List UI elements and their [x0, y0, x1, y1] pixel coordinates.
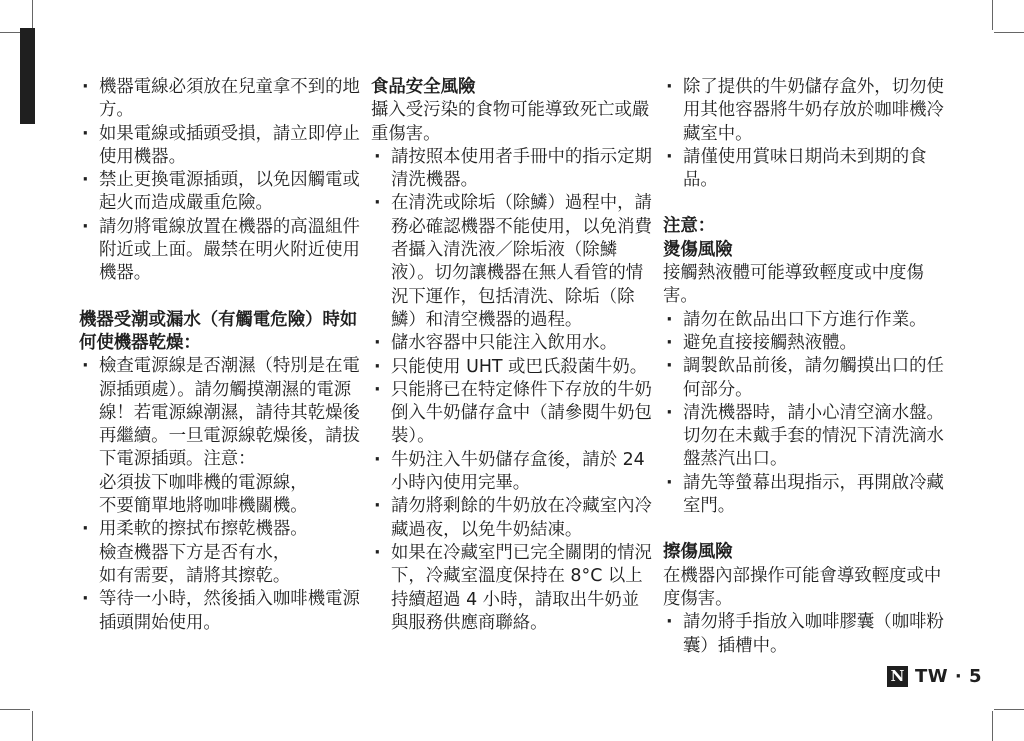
list-item: · 除了提供的牛奶儲存盒外，切勿使用其他容器將牛奶存放於咖啡機冷藏室中。 [663, 76, 945, 146]
list-item: · 如果在冷藏室門已完全關閉的情況下，冷藏室溫度保持在 8°C 以上持續超過 4 小時，請取出牛奶並與服務供應商聯絡。 [371, 542, 653, 635]
list-item: · 請勿將手指放入咖啡膠囊（咖啡粉囊）插槽中。 [663, 611, 945, 658]
language-side-tab [20, 28, 35, 124]
crop-mark [992, 0, 993, 30]
list-item: · 請勿在飲品出口下方進行作業。 [663, 309, 945, 332]
milk-storage-list [663, 76, 945, 192]
list-item: · 請按照本使用者手冊中的指示定期清洗機器。 [371, 146, 653, 193]
crop-mark [0, 709, 30, 710]
abrasion-risk-list [663, 611, 945, 658]
power-cord-safety-list [79, 76, 360, 286]
column-1 [79, 76, 360, 635]
burn-risk-list [663, 309, 945, 519]
column-3 [663, 76, 945, 658]
list-item: · 調製飲品前後，請勿觸摸出口的任何部分。 [663, 355, 945, 402]
list-item: · 在清洗或除垢（除鱗）過程中，請務必確認機器不能使用，以免消費者攝入清洗液／除垢液（除鱗液）。切勿讓機器在無人看管的情況下運作，包括清洗、除垢（除鱗）和清空機器的過程。 [371, 192, 653, 332]
list-item: · 牛奶注入牛奶儲存盒後，請於 24 小時內使用完畢。 [371, 449, 653, 496]
burn-risk-heading: 燙傷風險 [663, 239, 733, 260]
drying-heading: 機器受潮或漏水（有觸電危險）時如何使機器乾燥： [79, 309, 358, 353]
crop-mark [992, 711, 993, 741]
abrasion-risk-intro: 在機器內部操作可能會導致輕度或中度傷害。 [663, 565, 942, 609]
list-item-text: 檢查電源線是否潮濕（特別是在電源插頭處）。請勿觸摸潮濕的電源線！若電源線潮濕，請待其乾燥後再繼續。一旦電源線乾燥後，請拔下電源插頭。注意： [99, 356, 360, 470]
note-label: 注意： [663, 216, 716, 237]
list-item-text: 檢查機器下方是否有水， [99, 542, 291, 563]
food-safety-heading: 食品安全風險 [371, 77, 476, 97]
food-safety-intro: 攝入受污染的食物可能導致死亡或嚴重傷害。 [371, 100, 650, 144]
food-safety-list [371, 146, 653, 635]
list-item: · 儲水容器中只能注入飲用水。 [371, 332, 653, 355]
nespresso-logo-icon: N [887, 666, 908, 687]
list-item: · 清洗機器時，請小心清空滴水盤。切勿在未戴手套的情況下清洗滴水盤蒸汽出口。 [663, 402, 945, 472]
list-item-text: 必須拔下咖啡機的電源線， [99, 472, 308, 493]
list-item [79, 355, 360, 518]
list-item: · 請僅使用賞味日期尚未到期的食品。 [663, 146, 945, 193]
list-item: · 避免直接接觸熱液體。 [663, 332, 945, 355]
list-item: · 只能使用 UHT 或巴氏殺菌牛奶。 [371, 356, 653, 379]
list-item: · 機器電線必須放在兒童拿不到的地方。 [79, 76, 360, 123]
list-item: · 請勿將電線放置在機器的高溫組件附近或上面。嚴禁在明火附近使用機器。 [79, 216, 360, 286]
column-2 [371, 76, 653, 635]
page-footer [887, 664, 982, 688]
list-item: · 請先等螢幕出現指示，再開啟冷藏室門。 [663, 472, 945, 519]
list-item-text: 用柔軟的擦拭布擦乾機器。 [99, 519, 308, 540]
page-number: TW · 5 [915, 665, 983, 687]
list-item-text: 如有需要，請將其擦乾。 [99, 565, 291, 586]
list-item-text: 不要簡單地將咖啡機關機。 [99, 496, 308, 517]
crop-mark [994, 32, 1024, 33]
list-item [79, 518, 360, 588]
list-item: · 等待一小時，然後插入咖啡機電源插頭開始使用。 [79, 588, 360, 635]
crop-mark [994, 709, 1024, 710]
drying-steps-list [79, 355, 360, 635]
list-item: · 如果電線或插頭受損，請立即停止使用機器。 [79, 123, 360, 170]
abrasion-risk-heading: 擦傷風險 [663, 542, 733, 563]
list-item: · 禁止更換電源插頭，以免因觸電或起火而造成嚴重危險。 [79, 169, 360, 216]
crop-mark [32, 711, 33, 741]
list-item: · 請勿將剩餘的牛奶放在冷藏室內冷藏過夜，以免牛奶結凍。 [371, 495, 653, 542]
crop-mark [32, 0, 33, 30]
list-item: · 只能將已在特定條件下存放的牛奶倒入牛奶儲存盒中（請參閱牛奶包裝）。 [371, 379, 653, 449]
burn-risk-intro: 接觸熱液體可能導致輕度或中度傷害。 [663, 263, 924, 307]
